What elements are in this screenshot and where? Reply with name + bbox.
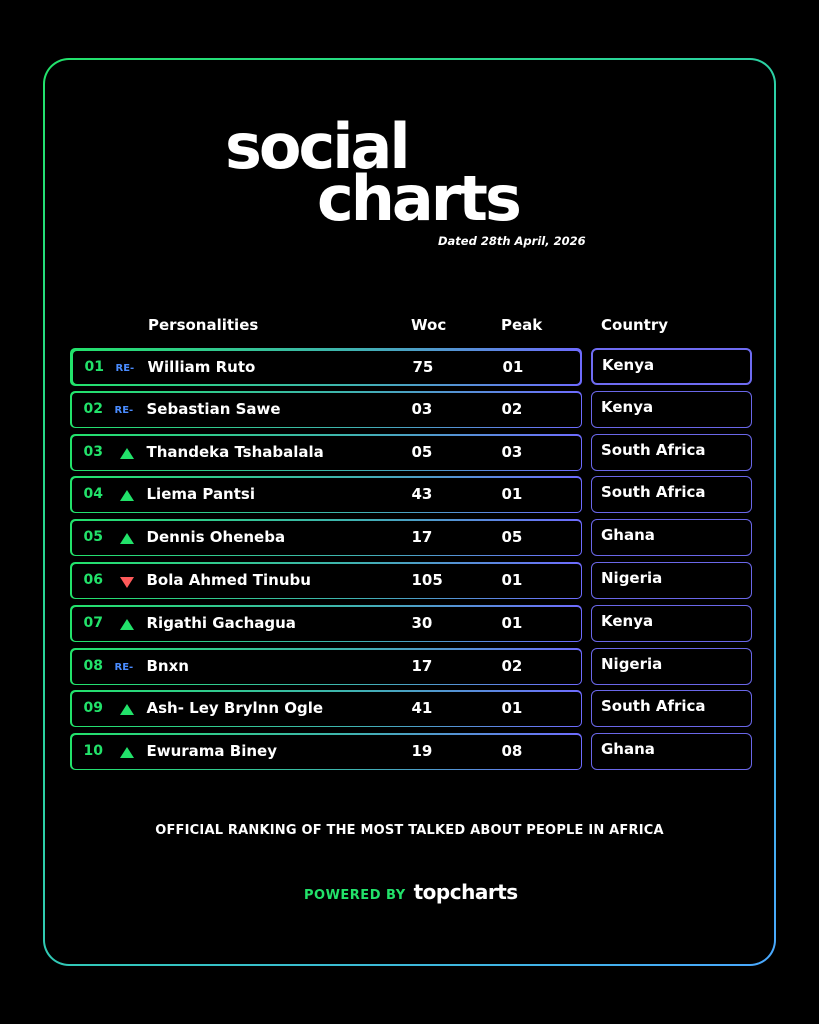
- arrow-up-icon: [120, 533, 134, 544]
- table-row-inner: [72, 436, 581, 470]
- table-row: [70, 391, 582, 428]
- row-peak: 01: [501, 484, 523, 503]
- footer-tagline: OFFICIAL RANKING OF THE MOST TALKED ABOUT PEOPLE IN AFRICA: [155, 823, 664, 838]
- row-peak: 01: [501, 613, 523, 632]
- row-country: Nigeria: [601, 655, 663, 673]
- chart-date: Dated 28th April, 2026: [438, 234, 586, 248]
- arrow-down-icon: [120, 577, 134, 588]
- table-row-inner: [72, 692, 581, 726]
- row-peak: 01: [501, 570, 523, 589]
- table-row: [70, 348, 582, 386]
- row-peak: 01: [502, 357, 524, 376]
- re-entry-badge: RE-: [114, 661, 134, 673]
- row-peak: 02: [501, 656, 523, 675]
- row-name: Bola Ahmed Tinubu: [146, 570, 311, 589]
- row-peak: 08: [501, 741, 523, 760]
- country-cell: [591, 605, 752, 642]
- table-row: [70, 562, 582, 599]
- social-charts-logo: [225, 110, 585, 236]
- table-row: [70, 519, 582, 556]
- logo-line-1: social: [225, 110, 408, 183]
- row-country: Kenya: [602, 356, 655, 374]
- table-row-inner: [72, 607, 581, 641]
- row-woc: 41: [411, 698, 433, 717]
- row-name: Sebastian Sawe: [146, 399, 281, 418]
- table-row-inner: [72, 735, 581, 769]
- row-peak: 05: [501, 527, 523, 546]
- header-woc: Woc: [411, 316, 447, 334]
- arrow-up-icon: [120, 619, 134, 630]
- arrow-up-icon: [120, 490, 134, 501]
- country-cell: [591, 733, 752, 770]
- row-name: Liema Pantsi: [146, 484, 255, 503]
- row-country: Ghana: [601, 526, 655, 544]
- chart-card-inner: [45, 60, 774, 964]
- row-rank: 05: [83, 528, 103, 545]
- powered-by-label: POWERED BY: [304, 888, 406, 903]
- row-rank: 03: [83, 443, 103, 460]
- row-name: Bnxn: [146, 656, 189, 675]
- row-country: Kenya: [601, 612, 654, 630]
- row-woc: 19: [411, 741, 433, 760]
- row-woc: 75: [412, 357, 434, 376]
- row-country: South Africa: [601, 697, 706, 715]
- row-name: Ash- Ley Brylnn Ogle: [146, 698, 324, 717]
- row-peak: 03: [501, 442, 523, 461]
- row-rank: 01: [84, 358, 104, 375]
- row-name: Rigathi Gachagua: [146, 613, 296, 632]
- country-cell: [591, 690, 752, 727]
- re-entry-badge: RE-: [115, 362, 135, 374]
- country-cell: [591, 562, 752, 599]
- arrow-up-icon: [120, 448, 134, 459]
- table-row: [70, 434, 582, 471]
- row-woc: 05: [411, 442, 433, 461]
- table-row: [70, 476, 582, 513]
- row-peak: 01: [501, 698, 523, 717]
- table-row-inner: [72, 650, 581, 684]
- country-cell: [591, 434, 752, 471]
- row-rank: 04: [83, 485, 103, 502]
- table-row-inner: [73, 351, 580, 384]
- row-rank: 10: [83, 742, 103, 759]
- row-woc: 30: [411, 613, 433, 632]
- row-country: Nigeria: [601, 569, 663, 587]
- country-cell: [591, 648, 752, 685]
- row-peak: 02: [501, 399, 523, 418]
- row-rank: 02: [83, 400, 103, 417]
- row-name: Thandeka Tshabalala: [146, 442, 324, 461]
- table-row: [70, 690, 582, 727]
- logo-line-2: charts: [317, 162, 519, 235]
- row-name: William Ruto: [147, 357, 256, 376]
- row-country: Ghana: [601, 740, 655, 758]
- table-row-inner: [72, 478, 581, 512]
- arrow-up-icon: [120, 704, 134, 715]
- country-cell: [591, 519, 752, 556]
- row-rank: 07: [83, 614, 103, 631]
- header-peak: Peak: [501, 316, 543, 334]
- row-rank: 06: [83, 571, 103, 588]
- header-personalities: Personalities: [148, 316, 259, 334]
- row-name: Ewurama Biney: [146, 741, 277, 760]
- arrow-up-icon: [120, 747, 134, 758]
- row-rank: 09: [83, 699, 103, 716]
- table-row-inner: [72, 564, 581, 598]
- row-country: South Africa: [601, 483, 706, 501]
- table-row: [70, 648, 582, 685]
- powered-by: [304, 880, 518, 904]
- row-name: Dennis Oheneba: [146, 527, 286, 546]
- row-woc: 17: [411, 656, 433, 675]
- row-woc: 43: [411, 484, 433, 503]
- row-country: South Africa: [601, 441, 706, 459]
- re-entry-badge: RE-: [114, 404, 134, 416]
- table-row: [70, 733, 582, 770]
- row-woc: 17: [411, 527, 433, 546]
- row-rank: 08: [83, 657, 103, 674]
- table-row-inner: [72, 393, 581, 427]
- country-cell: [591, 348, 752, 385]
- chart-card: [43, 58, 776, 966]
- row-country: Kenya: [601, 398, 654, 416]
- header-country: Country: [601, 316, 669, 334]
- topcharts-logo: topcharts: [413, 880, 518, 904]
- country-cell: [591, 391, 752, 428]
- table-row: [70, 605, 582, 642]
- row-woc: 105: [411, 570, 443, 589]
- table-row-inner: [72, 521, 581, 555]
- country-cell: [591, 476, 752, 513]
- row-woc: 03: [411, 399, 433, 418]
